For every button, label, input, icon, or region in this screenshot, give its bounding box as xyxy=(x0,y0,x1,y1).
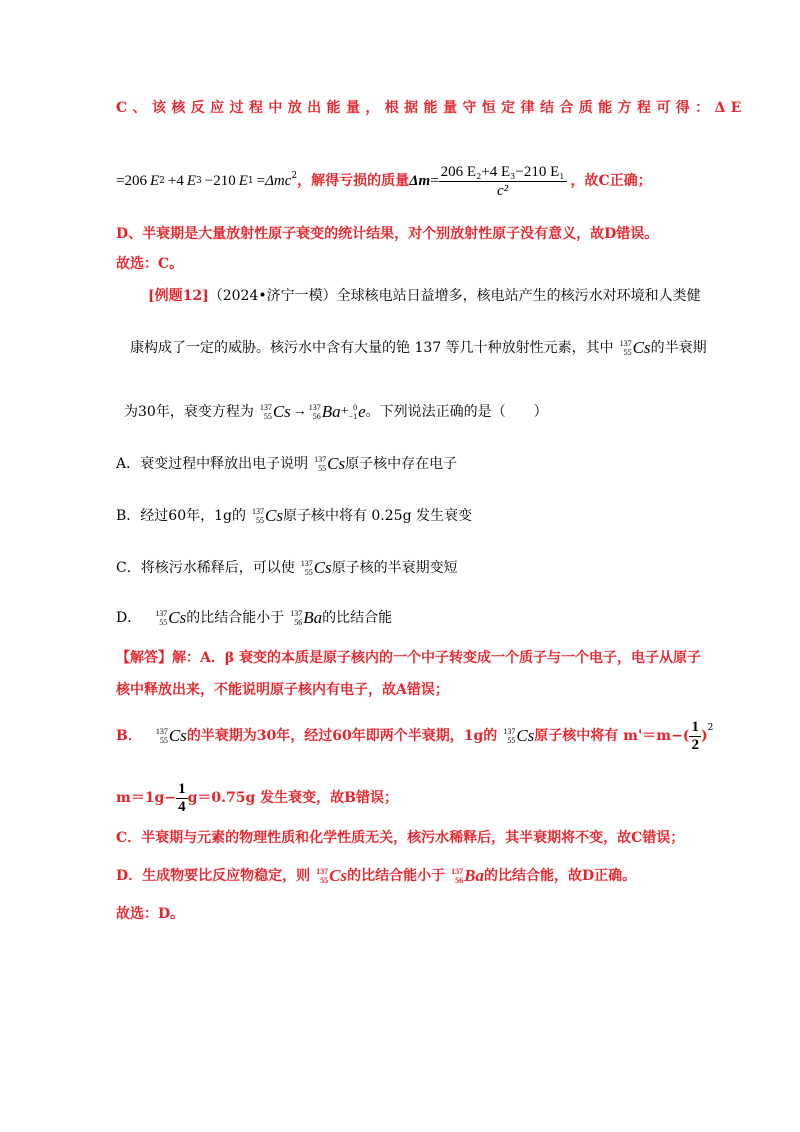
eq-minus210: −210 xyxy=(204,173,236,189)
option-b-end: 原子核中将有 0.25g 发生衰变 xyxy=(282,508,472,524)
quarter-fraction xyxy=(176,781,188,816)
option-b-cs: 137 55 Cs xyxy=(251,506,283,525)
eq-equals: = xyxy=(256,173,266,189)
option-d-ba: 137 56 Ba xyxy=(290,608,323,627)
option-c-cs: 137 55 Cs xyxy=(300,558,332,577)
answer-c-line: C．半衰期与元素的物理性质和化学性质无关，核污水稀释后，其半衰期将不变，故C错误； xyxy=(116,830,685,846)
eq-e3: E xyxy=(186,173,197,189)
half-den: 2 xyxy=(691,736,699,753)
fraction-denominator: c² xyxy=(497,182,509,199)
half-fraction xyxy=(689,719,701,754)
option-a-end: 原子核中存在电子 xyxy=(345,456,458,472)
eq-equals-2: = xyxy=(430,173,439,189)
answer-b-cs2: 137 55 Cs xyxy=(503,726,535,745)
option-d-mid: 的比结合能小于 xyxy=(186,610,285,626)
line2-text: 康构成了一定的威胁。核污水中含有大量的铯 137 等几十种放射性元素，其中 xyxy=(130,340,614,356)
square-exponent: 2 xyxy=(707,723,714,733)
option-c-end: 原子核的半衰期变短 xyxy=(331,560,458,576)
solution-c-line: C、该核反应过程中放出能量，根据能量守恒定律结合质能方程可得：ΔE xyxy=(116,100,747,116)
answer-d-line xyxy=(116,862,636,890)
fraction-numerator: 206 E₂+4 E₃−210 E₁ xyxy=(440,163,565,180)
solve-text: ，解得亏损的质量 xyxy=(297,173,410,189)
eq-plus4: +4 xyxy=(167,173,184,189)
eq-lhs: =206 xyxy=(116,173,147,189)
answer-tag: 【解答】 xyxy=(116,650,172,666)
answer-d-ba: 137 56 Ba xyxy=(451,866,484,885)
option-b[interactable] xyxy=(116,502,472,530)
option-a[interactable] xyxy=(116,450,457,478)
answer-d-text: D．生成物要比反应物稳定，则 xyxy=(116,868,311,884)
mass-defect-fraction xyxy=(439,163,567,200)
example-12-line2 xyxy=(130,334,707,362)
example-12-line3 xyxy=(124,398,548,426)
option-c[interactable] xyxy=(116,554,458,582)
decay-plus: + xyxy=(340,404,349,419)
quarter-num: 1 xyxy=(178,780,186,797)
option-d-cs: 137 55 Cs xyxy=(155,608,187,627)
answer-final: 故选：D。 xyxy=(116,906,185,922)
cs137-nuclide: 137 55 Cs xyxy=(619,338,651,357)
example-12-heading xyxy=(148,286,701,306)
answer-b2-text: m＝1g− xyxy=(116,790,177,806)
line3-text: 为30年，衰变方程为 xyxy=(124,404,254,420)
answer-d-end: 的比结合能，故D正确。 xyxy=(483,868,637,884)
eq-dm: Δm xyxy=(409,173,431,189)
option-d[interactable] xyxy=(116,604,392,632)
eq-dmc: Δmc xyxy=(265,173,292,189)
decay-arrow: → xyxy=(292,404,307,419)
answer-a-line2: 核中释放出来，不能说明原子核内有电子，故A错误； xyxy=(116,682,449,698)
answer-a-text: 解：A．β 衰变的本质是原子核内的一个中子转变成一个质子与一个电子，电子从原子 xyxy=(172,650,702,666)
solution-answer: 故选：C。 xyxy=(116,256,184,272)
answer-d-mid: 的比结合能小于 xyxy=(347,868,446,884)
decay-ba: 137 56 Ba xyxy=(308,402,341,421)
answer-b-formula: 原子核中将有 m'＝m−( xyxy=(534,728,690,744)
answer-b-cs: 137 55 Cs xyxy=(155,726,187,745)
solution-d-line: D、半衰期是大量放射性原子衰变的统计结果，对个别放射性原子没有意义，故D错误。 xyxy=(116,226,659,242)
option-a-cs: 137 55 Cs xyxy=(314,454,346,473)
answer-b-paren: ) xyxy=(700,728,708,744)
option-d-end: 的比结合能 xyxy=(322,610,393,626)
eq-e2: E xyxy=(149,173,160,189)
half-num: 1 xyxy=(691,718,699,735)
answer-d-cs: 137 55 Cs xyxy=(316,866,348,885)
line2-end: 的半衰期 xyxy=(650,340,707,356)
c-correct: ，故C正确； xyxy=(570,173,652,189)
answer-a-line1 xyxy=(116,648,701,668)
decay-cs: 137 55 Cs xyxy=(259,402,291,421)
answer-b2-end: g＝0.75g 发生衰变，故B错误； xyxy=(187,790,398,806)
answer-b-text: 的半衰期为30年，经过60年即两个半衰期，1g的 xyxy=(186,728,498,744)
answer-b-line1 xyxy=(116,718,713,754)
answer-b-label: B． xyxy=(116,728,142,744)
quarter-den: 4 xyxy=(178,798,186,815)
option-b-text: B．经过60年，1g的 xyxy=(116,508,246,524)
decay-electron: 0 −1 e xyxy=(348,402,366,421)
option-c-text: C．将核污水稀释后，可以使 xyxy=(116,560,295,576)
option-d-text: D． xyxy=(116,610,142,626)
example-label: [例题12] xyxy=(148,288,209,304)
solution-c-equation: =206 E 2 +4 E 3 −210 E 1 = Δmc $^2$ ，解得亏损的质量 Δm = $\frac{\text{206 E₂+4 E₃−210 E₁}}{\text{c²}}$ ，故C正确； xyxy=(116,163,652,199)
example-source: （2024•济宁一模）全球核电站日益增多，核电站产生的核污水对环境和人类健 xyxy=(208,288,701,304)
answer-b-line2 xyxy=(116,780,398,816)
option-a-text: A．衰变过程中释放出电子说明 xyxy=(116,456,309,472)
line3-end: 。下列说法正确的是（ ） xyxy=(365,404,548,420)
eq-e1: E xyxy=(238,173,248,189)
